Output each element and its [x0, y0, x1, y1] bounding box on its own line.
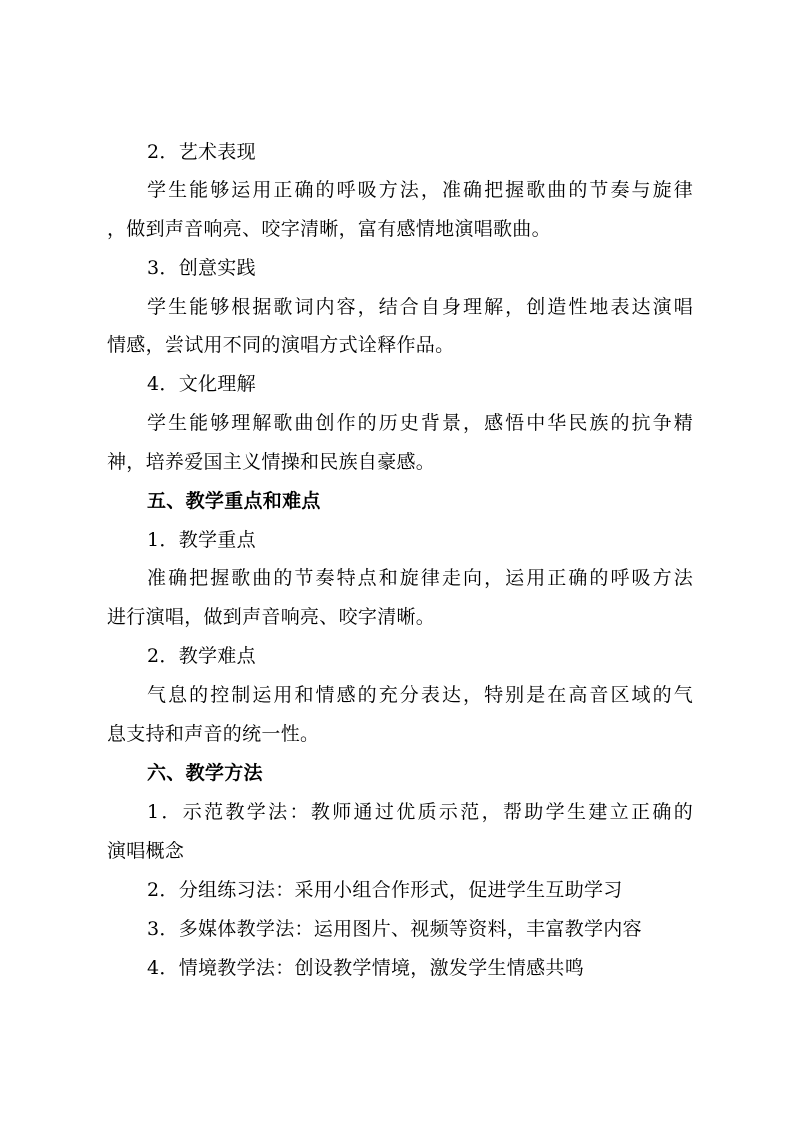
creative-practice-line-2: 情感，尝试用不同的演唱方式诠释作品。	[107, 334, 455, 356]
key-points-heading: 五、教学重点和难点	[147, 490, 321, 512]
cultural-understanding-line-2: 神，培养爱国主义情操和民族自豪感。	[107, 451, 436, 473]
art-expression-title: 2．艺术表现	[147, 141, 256, 163]
teaching-focus-line-1: 准确把握歌曲的节奏特点和旋律走向，运用正确的呼吸方法	[147, 567, 693, 589]
method-item-3: 3．多媒体教学法：运用图片、视频等资料，丰富教学内容	[147, 918, 642, 940]
cultural-understanding-line-1: 学生能够理解歌曲创作的历史背景，感悟中华民族的抗争精	[147, 412, 693, 434]
methods-heading: 六、教学方法	[147, 762, 263, 784]
teaching-focus-line-2: 进行演唱，做到声音响亮、咬字清晰。	[107, 606, 436, 628]
method-item-2: 2．分组练习法：采用小组合作形式，促进学生互助学习	[147, 879, 623, 901]
teaching-difficulty-line-2: 息支持和声音的统一性。	[107, 723, 320, 745]
teaching-difficulty-line-1: 气息的控制运用和情感的充分表达，特别是在高音区域的气	[147, 684, 693, 706]
teaching-difficulty-title: 2．教学难点	[147, 645, 256, 667]
method-item-1-line-2: 演唱概念	[107, 840, 185, 862]
cultural-understanding-title: 4．文化理解	[147, 373, 256, 395]
creative-practice-line-1: 学生能够根据歌词内容，结合自身理解，创造性地表达演唱	[147, 296, 693, 318]
teaching-focus-title: 1．教学重点	[147, 529, 256, 551]
creative-practice-title: 3．创意实践	[147, 257, 256, 279]
method-item-4: 4．情境教学法：创设教学情境，激发学生情感共鸣	[147, 957, 584, 979]
method-item-1-line-1: 1．示范教学法：教师通过优质示范，帮助学生建立正确的	[147, 801, 693, 823]
art-expression-line-2: ，做到声音响亮、咬字清晰，富有感情地演唱歌曲。	[107, 218, 551, 240]
art-expression-line-1: 学生能够运用正确的呼吸方法，准确把握歌曲的节奏与旋律	[147, 179, 693, 201]
